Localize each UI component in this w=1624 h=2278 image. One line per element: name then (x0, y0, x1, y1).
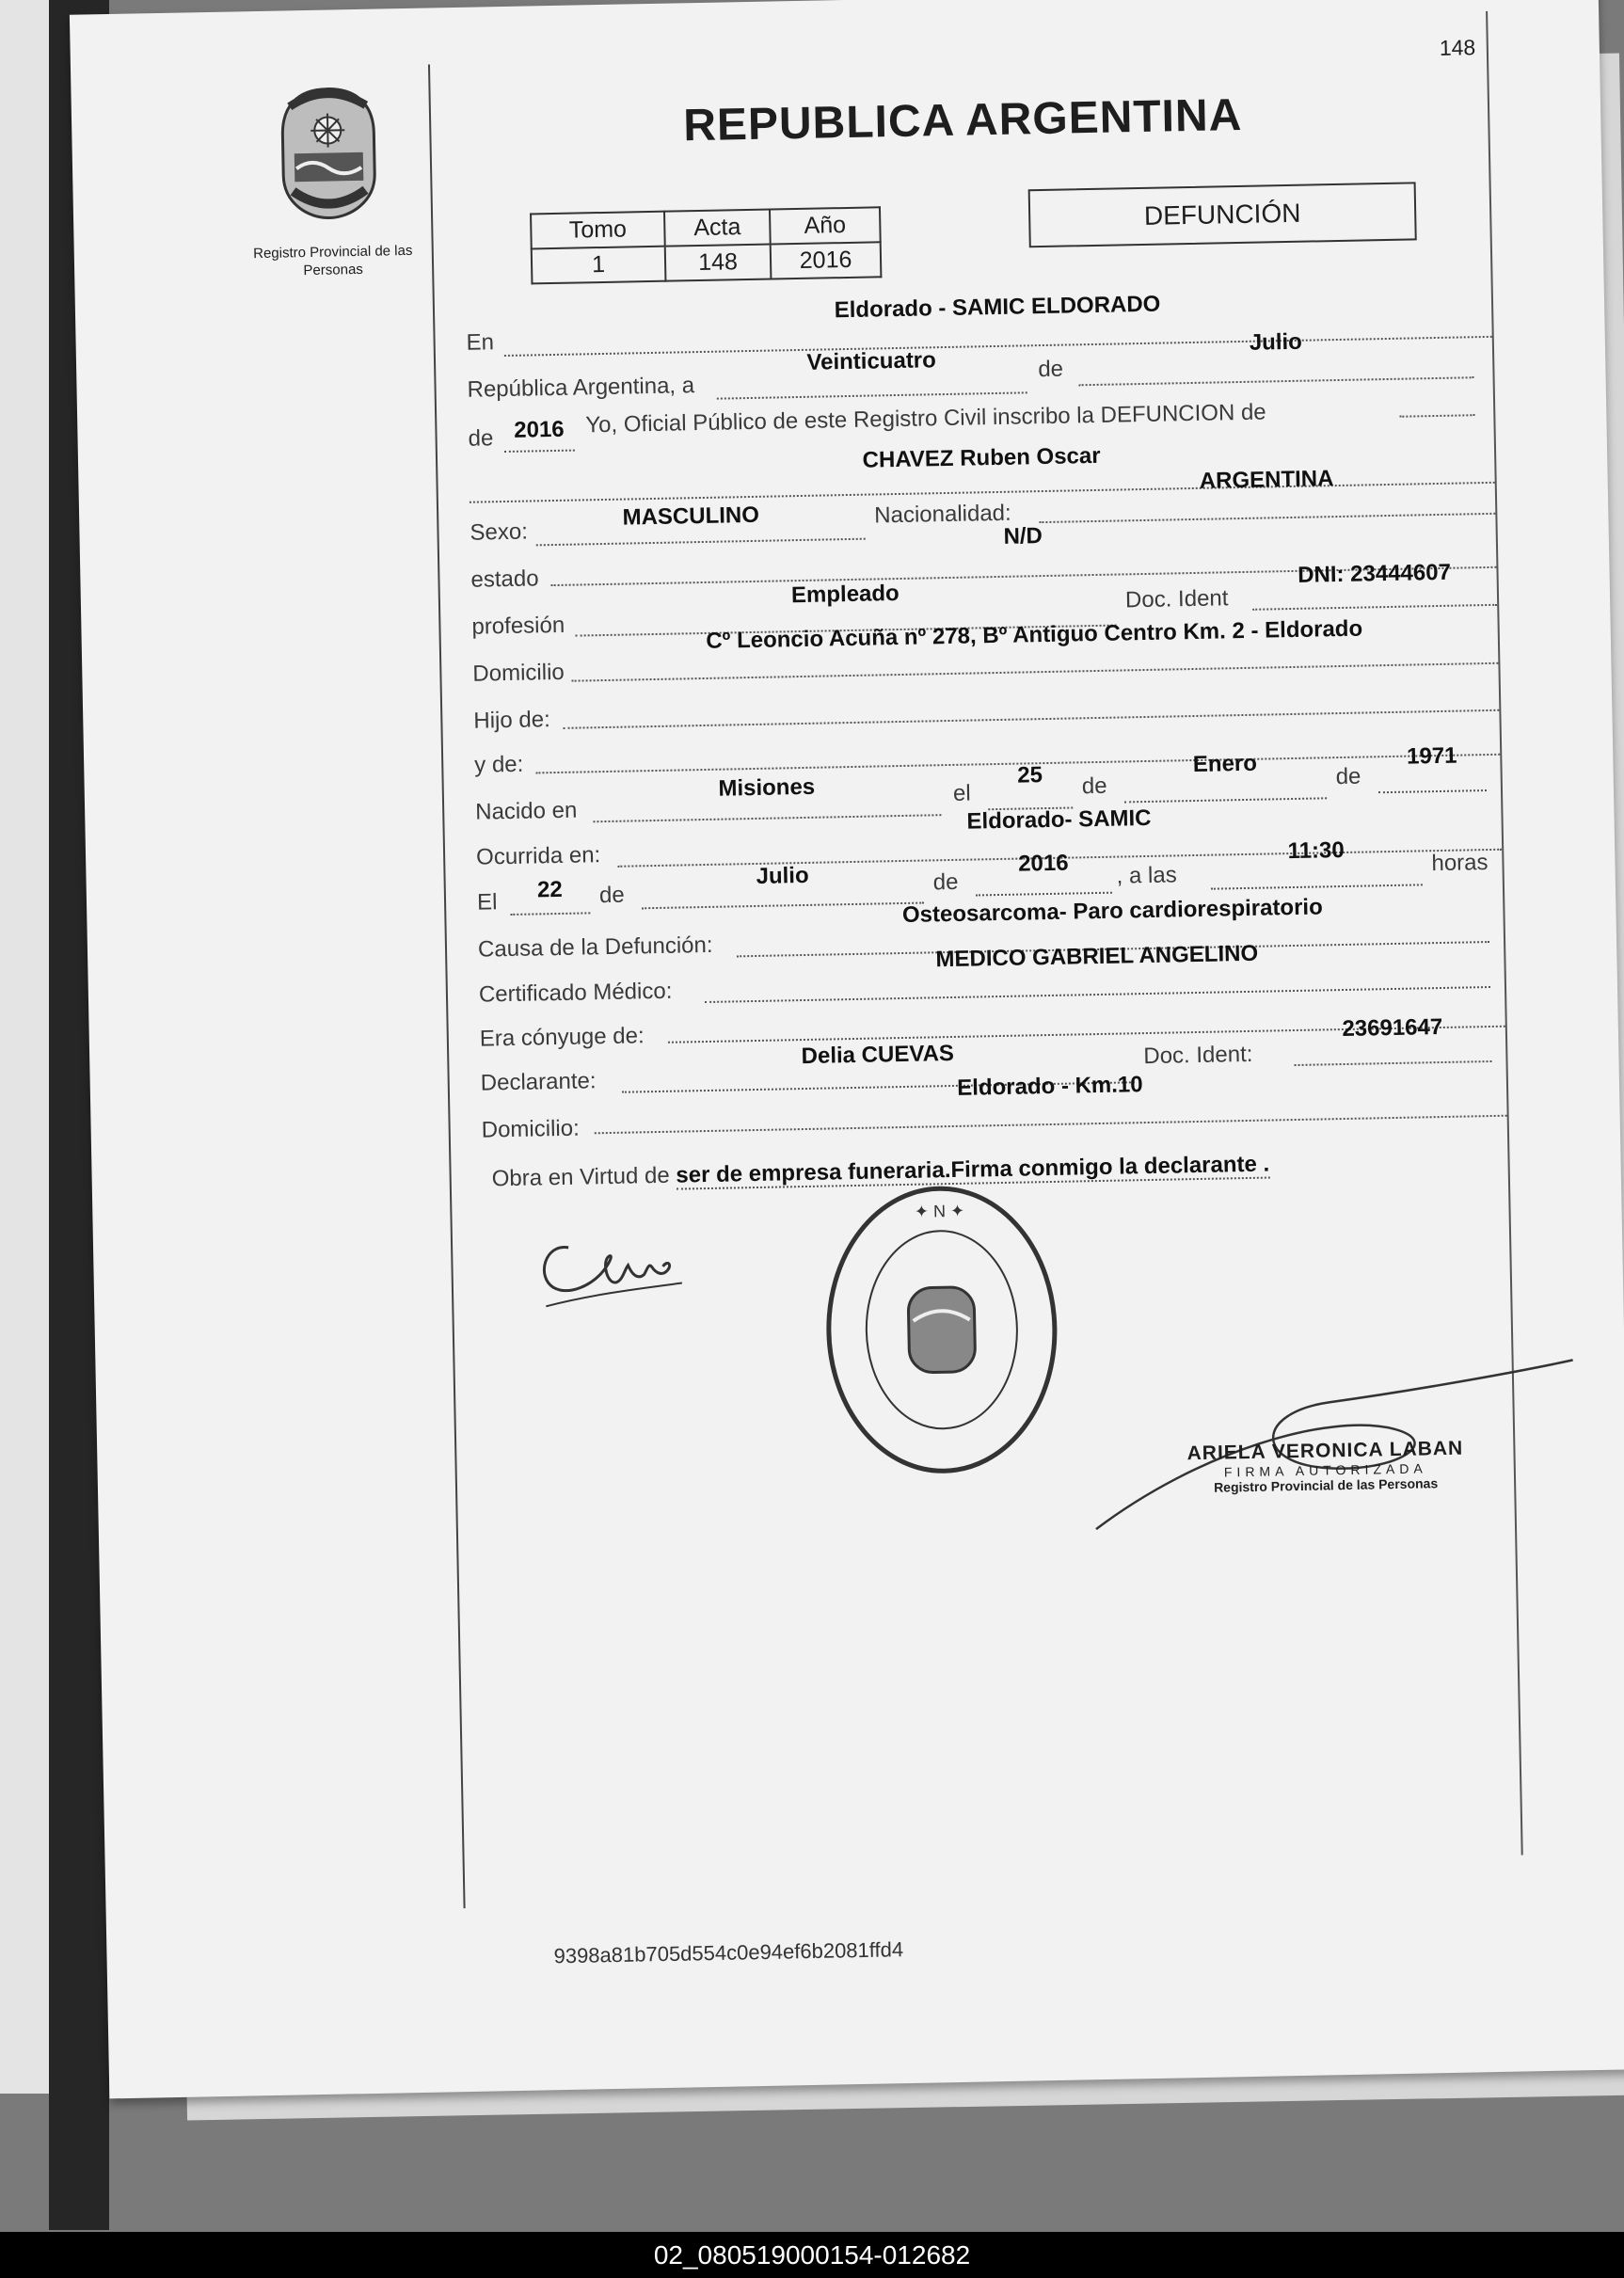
record-type-box: DEFUNCIÓN (1028, 182, 1417, 247)
document-page (70, 0, 1624, 2098)
page-number: 148 (1439, 35, 1476, 60)
official-office: Registro Provincial de las Personas (1213, 1475, 1439, 1495)
label-republica: República Argentina, a (467, 373, 695, 403)
label-hijo-de: Hijo de: (473, 707, 550, 734)
page-title: REPUBLICA ARGENTINA (682, 89, 1243, 151)
header-anio: Año (770, 207, 881, 244)
value-nacionalidad: ARGENTINA (1199, 466, 1334, 494)
value-def-dia: 22 (536, 876, 563, 903)
value-hora: 11:30 (1287, 836, 1345, 865)
label-conyuge: Era cónyuge de: (479, 1023, 645, 1052)
label-en: En (466, 329, 495, 356)
label-ocurrida-en: Ocurrida en: (475, 842, 601, 870)
header-tomo: Tomo (531, 212, 665, 249)
field-yo-end (1399, 386, 1475, 418)
value-doc-ident: DNI: 23444607 (1297, 559, 1452, 588)
official-name: ARIELA VERONICA LABAN (1186, 1437, 1464, 1465)
label-de-mes: de (1038, 356, 1064, 383)
registry-seal-icon (807, 1177, 1076, 1492)
value-domicilio: Cº Leoncio Acuña nº 278, Bº Antiguo Centro Km. 2 - Eldorado (706, 615, 1363, 654)
label-nacionalidad: Nacionalidad: (874, 500, 1011, 529)
value-obra: ser de empresa funeraria.Firma conmigo la declarante . (676, 1151, 1270, 1188)
value-acta: 148 (665, 245, 772, 281)
label-declarante: Declarante: (480, 1068, 597, 1096)
value-anio: 2016 (771, 242, 882, 279)
label-obra: Obra en Virtud de (491, 1162, 670, 1192)
value-tomo: 1 (532, 247, 666, 284)
value-estado: N/D (1003, 523, 1043, 550)
label-domicilio-declarante: Domicilio: (481, 1115, 580, 1143)
label-doc-ident: Doc. Ident (1124, 585, 1229, 613)
label-de-def-anio: de (932, 868, 959, 896)
value-nombre: CHAVEZ Ruben Oscar (862, 442, 1101, 473)
official-signature-icon (1083, 1303, 1615, 1558)
value-domicilio-declarante: Eldorado - Km.10 (957, 1072, 1143, 1101)
value-nac-anio: 1971 (1406, 742, 1457, 770)
document-hash: 9398a81b705d554c0e94ef6b2081ffd4 (553, 1937, 904, 1968)
label-el: el (952, 780, 971, 806)
svg-text:✦ N ✦: ✦ N ✦ (914, 1201, 965, 1221)
label-doc-ident-declarante: Doc. Ident: (1143, 1041, 1253, 1070)
value-doc-declarante: 23691647 (1342, 1013, 1443, 1043)
label-certificado: Certificado Médico: (478, 978, 673, 1008)
footer-id-bar: 02_080519000154-012682 (0, 2232, 1624, 2278)
value-profesion: Empleado (790, 580, 900, 609)
value-mes: Julio (1249, 328, 1303, 356)
declarant-signature-icon (526, 1217, 716, 1324)
label-de-def-mes: de (598, 882, 625, 909)
value-certificado: MEDICO GABRIEL ANGELINO (935, 940, 1259, 973)
registry-label: Registro Provincial de las Personas (253, 242, 413, 279)
official-role: FIRMA AUTORIZADA (1223, 1460, 1427, 1480)
value-def-anio: 2016 (1017, 850, 1069, 877)
label-y-de: y de: (474, 751, 524, 778)
value-dia: Veinticuatro (806, 347, 937, 375)
label-de-anio: de (468, 425, 494, 452)
value-sexo: MASCULINO (622, 502, 760, 531)
value-lugar: Eldorado - SAMIC ELDORADO (834, 291, 1161, 324)
provincia-misiones-crest-icon (268, 84, 389, 222)
label-profesion: profesión (471, 612, 565, 640)
label-a-las: , a las (1116, 862, 1177, 889)
label-el-cap: El (476, 889, 498, 916)
value-causa: Osteosarcoma- Paro cardiorespiratorio (901, 894, 1324, 928)
value-def-mes: Julio (756, 862, 809, 889)
label-sexo: Sexo: (470, 518, 529, 546)
label-estado: estado (470, 566, 539, 593)
value-anio: 2016 (513, 416, 565, 443)
row-fecha (467, 328, 1492, 411)
official-stamp (1174, 1437, 1476, 1495)
label-causa: Causa de la Defunción: (477, 932, 713, 963)
label-yo: Yo, Oficial Público de este Registro Civil inscribo la DEFUNCION de (585, 399, 1266, 438)
label-domicilio: Domicilio (472, 659, 565, 687)
value-declarante: Delia CUEVAS (801, 1040, 955, 1070)
left-margin-line (428, 64, 466, 1908)
header-acta: Acta (664, 210, 771, 247)
value-nac-mes: Enero (1192, 750, 1258, 778)
label-de-nac-anio: de (1335, 763, 1361, 790)
label-de-nac-mes: de (1081, 773, 1107, 800)
value-ocurrida-en: Eldorado- SAMIC (966, 804, 1152, 835)
record-number-table (530, 206, 882, 284)
label-nacido-en: Nacido en (474, 797, 578, 825)
value-nacido-en: Misiones (718, 773, 816, 802)
label-horas: horas (1431, 850, 1489, 877)
value-nac-dia: 25 (1016, 762, 1043, 789)
